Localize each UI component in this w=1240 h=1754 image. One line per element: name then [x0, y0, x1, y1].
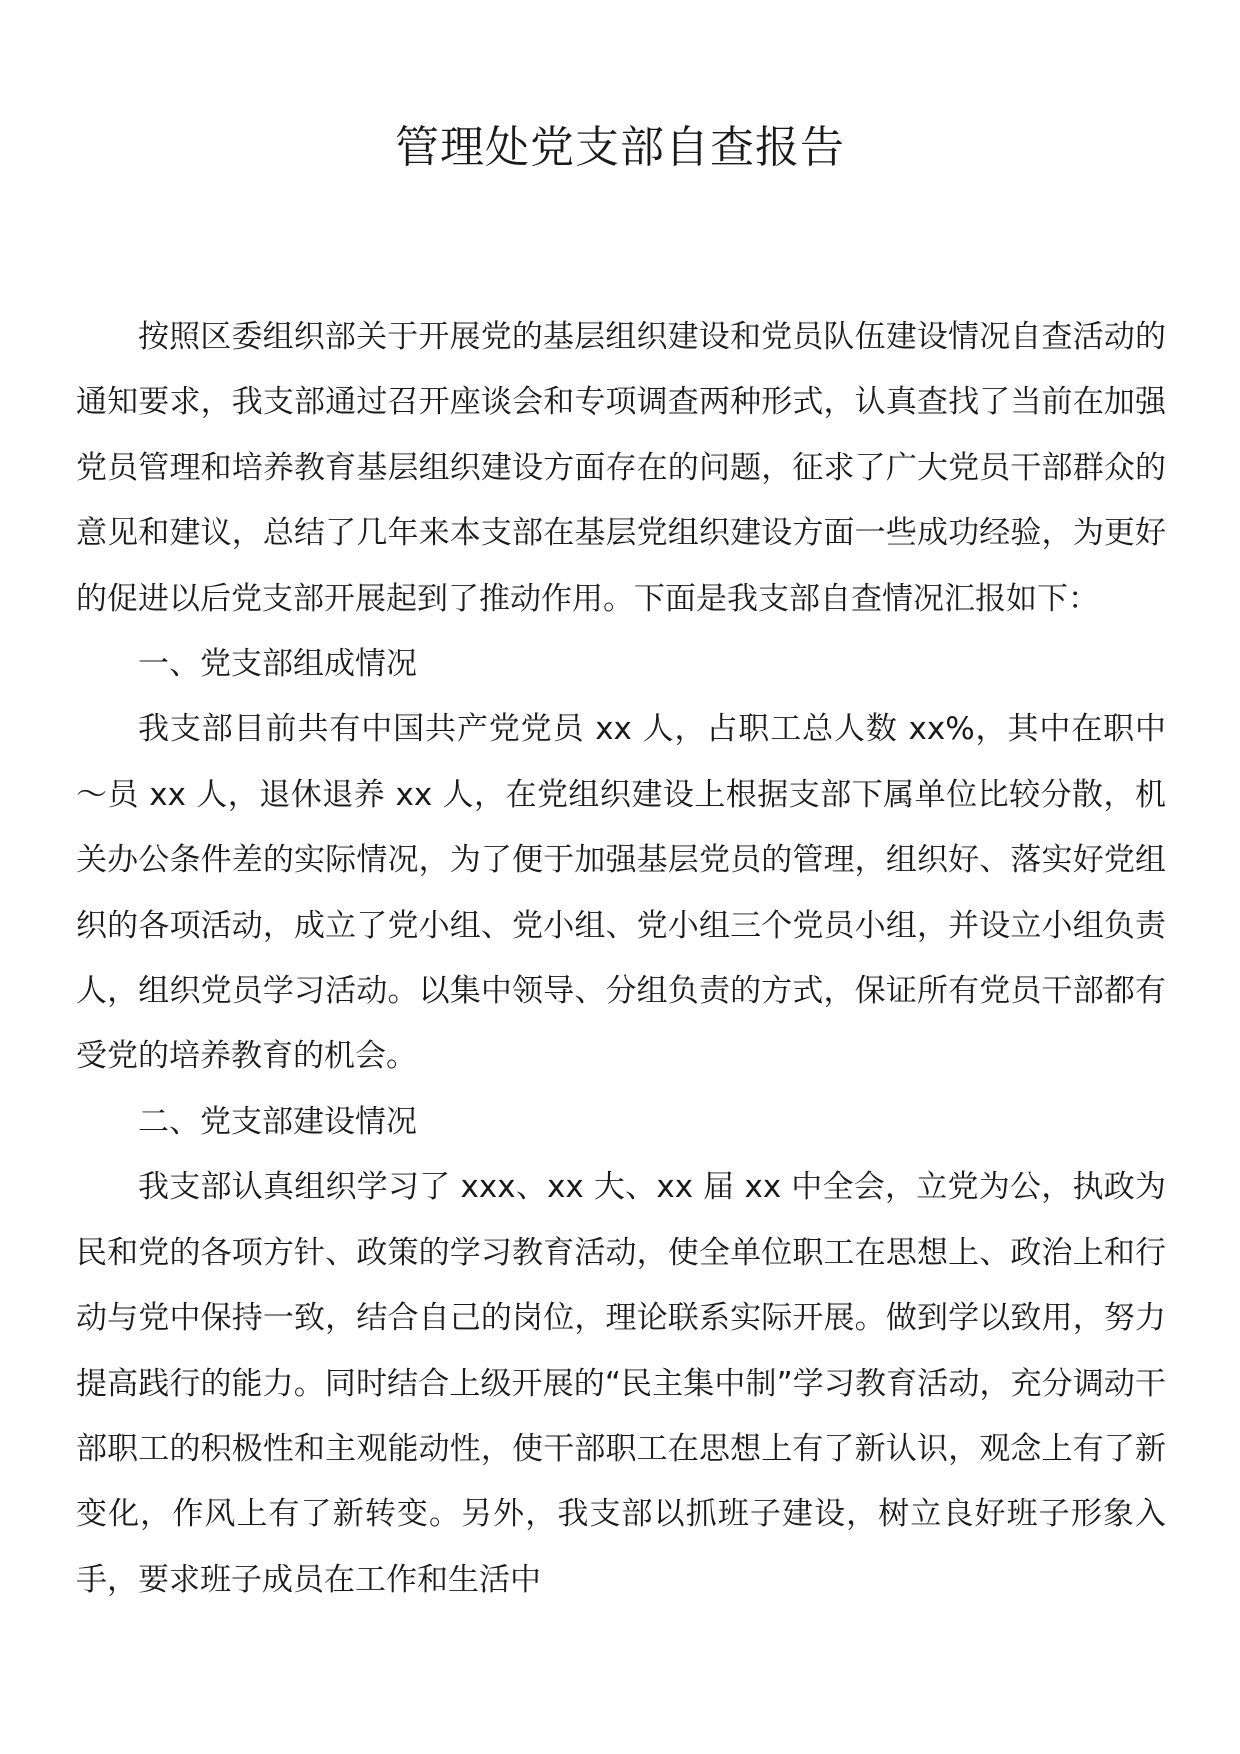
- paragraph-branch-composition: 我支部目前共有中国共产党党员 xx 人，占职工总人数 xx%，其中在职中～员 xx 人，退休退养 xx 人，在党组织建设上根据支部下属单位比较分散，机关办公条件差的实际情况，为了便于加强基层党员的管理，组织好、落实好党组织的各项活动，成立了党小组、党小组、党小组三个党员小组，并设立小组负责人，组织党员学习活动。以集中领导、分组负责的方式，保证所有党员干部都有受党的培养教育的机会。: [76, 711, 1166, 1075]
- section-heading-2: 二、党支部建设情况: [138, 1103, 417, 1140]
- paragraph-branch-construction: 我支部认真组织学习了 xxx、xx 大、xx 届 xx 中全会，立党为公，执政为民和党的各项方针、政策的学习教育活动，使全单位职工在思想上、政治上和行动与党中保持一致，结合自己的岗位，理论联系实际开展。做到学以致用，努力提高践行的能力。同时结合上级开展的“民主集中制”学习教育活动，充分调动干部职工的积极性和主观能动性，使干部职工在思想上有了新认识，观念上有了新变化，作风上有了新转变。另外，我支部以抓班子建设，树立良好班子形象入手，要求班子成员在工作和生活中: [76, 1169, 1166, 1598]
- section-heading-1: 一、党支部组成情况: [138, 646, 417, 683]
- document-body: [76, 305, 1166, 1613]
- paragraph-intro: 按照区委组织部关于开展党的基层组织建设和党员队伍建设情况自查活动的通知要求，我支部通过召开座谈会和专项调查两种形式，认真查找了当前在加强党员管理和培养教育基层组织建设方面存在的问题，征求了广大党员干部群众的意见和建议，总结了几年来本支部在基层党组织建设方面一些成功经验，为更好的促进以后党支部开展起到了推动作用。下面是我支部自查情况汇报如下：: [76, 319, 1166, 617]
- document-title: 管理处党支部自查报告: [395, 122, 845, 173]
